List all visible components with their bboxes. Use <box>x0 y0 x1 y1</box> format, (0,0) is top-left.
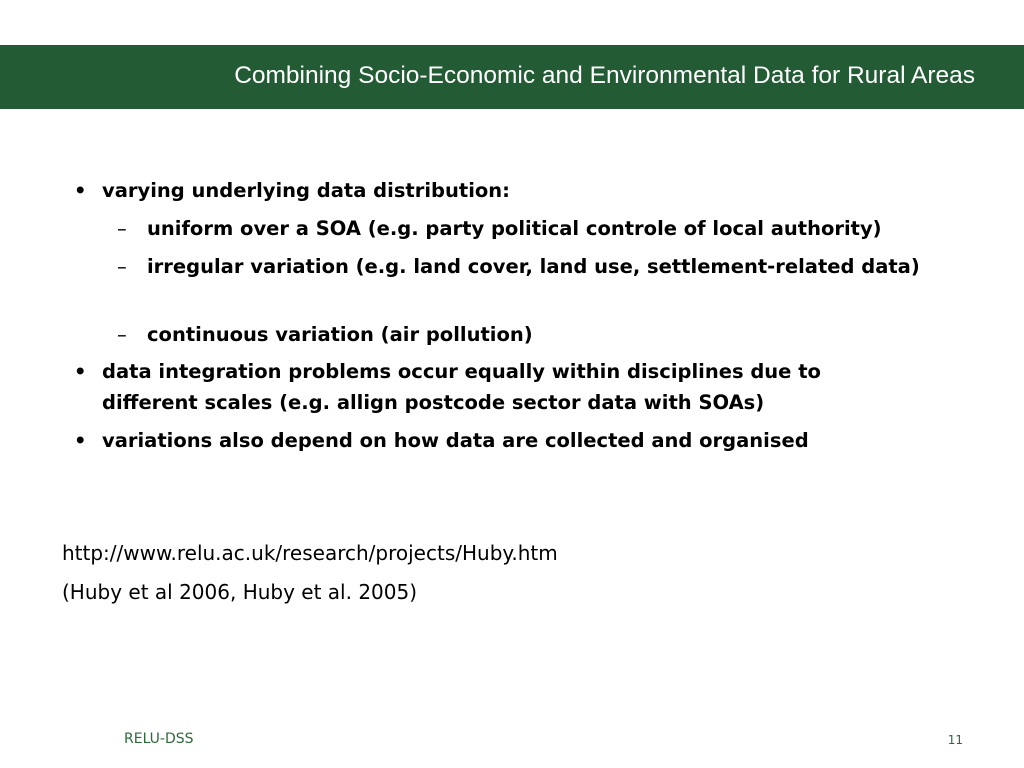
reference-url[interactable]: http://www.relu.ac.uk/research/projects/Huby.htm <box>62 541 558 565</box>
bullet-item <box>74 356 922 418</box>
bullet-text: variations also depend on how data are collected and organised <box>102 429 809 452</box>
bullet-marker: • <box>74 179 87 202</box>
dash-marker: – <box>117 323 127 346</box>
bullet-item <box>74 175 962 206</box>
slide-title: Combining Socio-Economic and Environmental Data for Rural Areas <box>234 62 975 89</box>
sub-bullet-item <box>117 213 977 244</box>
footer-label: RELU-DSS <box>124 731 194 747</box>
bullet-text: data integration problems occur equally within disciplines due to different scales (e.g. allign postcode sector data with SOAs) <box>102 360 821 414</box>
sub-bullet-text: uniform over a SOA (e.g. party political controle of local authority) <box>147 217 882 240</box>
bullet-marker: • <box>74 429 87 452</box>
bullet-text: varying underlying data distribution: <box>102 179 510 202</box>
dash-marker: – <box>117 217 127 240</box>
sub-bullet-item <box>117 251 937 282</box>
page-number: 11 <box>947 733 963 747</box>
dash-marker: – <box>117 255 127 278</box>
bullet-item <box>74 425 982 456</box>
title-bar <box>0 45 1024 109</box>
bullet-marker: • <box>74 360 87 383</box>
sub-bullet-text: irregular variation (e.g. land cover, land use, settlement-related data) <box>147 255 920 278</box>
sub-bullet-item <box>117 319 937 350</box>
sub-bullet-text: continuous variation (air pollution) <box>147 323 533 346</box>
reference-citation: (Huby et al 2006, Huby et al. 2005) <box>62 580 418 604</box>
